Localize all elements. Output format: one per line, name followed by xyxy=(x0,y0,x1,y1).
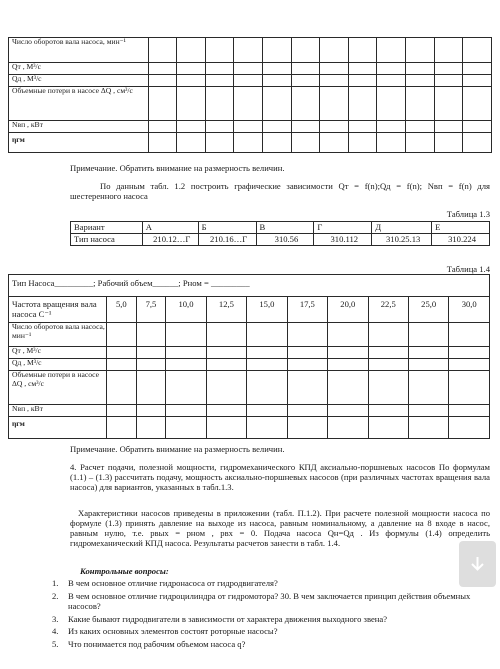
table-row xyxy=(9,121,492,133)
table-cell[interactable] xyxy=(247,405,287,417)
table-cell[interactable] xyxy=(291,121,320,133)
note-1: Примечание. Обратить внимание на размерность величин. xyxy=(70,163,285,173)
row-label: Qт , М³/с xyxy=(9,347,107,359)
table-cell[interactable] xyxy=(177,38,206,63)
table-cell[interactable] xyxy=(320,121,349,133)
table-cell[interactable] xyxy=(206,359,246,371)
question-text: Какие бывают гидродвигатели в зависимости от характера движения выходного звена? xyxy=(68,613,388,624)
table-cell[interactable] xyxy=(205,87,234,121)
table-row xyxy=(9,405,490,417)
table-cell[interactable] xyxy=(368,359,408,371)
frequency-cell: 15,0 xyxy=(247,297,287,323)
table-cell[interactable] xyxy=(320,75,349,87)
table-cell[interactable] xyxy=(408,359,448,371)
table-cell[interactable] xyxy=(291,133,320,153)
table-1-3-caption: Таблица 1.3 xyxy=(446,209,490,219)
table-cell[interactable] xyxy=(463,133,492,153)
table-cell[interactable] xyxy=(320,38,349,63)
table-cell[interactable] xyxy=(287,323,327,347)
table-cell[interactable] xyxy=(377,87,406,121)
question-text: Из каких основных элементов состоят роторные насосы? xyxy=(68,626,278,637)
header-cell: Г xyxy=(314,222,372,234)
table-cell[interactable] xyxy=(320,87,349,121)
table-cell[interactable] xyxy=(463,38,492,63)
table-cell[interactable] xyxy=(263,63,292,75)
table-cell[interactable] xyxy=(368,405,408,417)
table-cell[interactable] xyxy=(320,63,349,75)
frequency-cell: 22,5 xyxy=(368,297,408,323)
note-2: Примечание. Обратить внимание на размерность величин. xyxy=(70,444,285,454)
table-cell[interactable] xyxy=(328,417,368,439)
table-cell[interactable] xyxy=(205,121,234,133)
questions-title: Контрольные вопросы: xyxy=(80,566,169,576)
table-cell[interactable] xyxy=(348,121,377,133)
table-cell[interactable] xyxy=(287,405,327,417)
list-item xyxy=(52,578,492,588)
paragraph-characteristics: Характеристики насосов приведены в приложении (табл. П.1.2). При расчете полезной мощности насоса по формуле (1.3) принять давление на выходе из насоса, равным номинальному, а давление на 8 входе в насос, равным нулю, т.е. рвых = рном , рвх = 0. Подача насоса Qн=Qд . Из формулы (1.4) определить гидромеханический КПД насоса. Результаты расчетов занести в табл. 1.4. xyxy=(70,508,490,549)
question-number: 5. xyxy=(52,639,59,650)
scroll-down-button[interactable] xyxy=(459,541,496,587)
table-row xyxy=(9,371,490,405)
table-cell[interactable] xyxy=(107,347,137,359)
table-cell[interactable] xyxy=(408,417,448,439)
header-cell: Е xyxy=(432,222,490,234)
row-label: Число оборотов вала насоса, мин⁻¹ xyxy=(9,323,107,347)
frequency-cell: 17,5 xyxy=(287,297,327,323)
table-cell[interactable] xyxy=(247,417,287,439)
table-cell[interactable] xyxy=(107,371,137,405)
paragraph-section-4: 4. Расчет подачи, полезной мощности, гидромеханического КПД аксиально-поршневых насосов По формулам (1.1) – (1.3) рассчитать подачу, мощность аксиально-поршневых насосов (при различных частотах вращения вала насоса) для вариантов, указанных в табл.1.3. xyxy=(70,462,490,493)
table-cell[interactable] xyxy=(107,405,137,417)
table-cell[interactable] xyxy=(408,323,448,347)
table-cell[interactable] xyxy=(205,63,234,75)
table-cell[interactable] xyxy=(449,417,490,439)
table-cell[interactable] xyxy=(177,121,206,133)
table-cell[interactable] xyxy=(449,405,490,417)
table-cell[interactable] xyxy=(449,371,490,405)
frequency-cell: 30,0 xyxy=(449,297,490,323)
row-label: Частота вращения вала насоса С⁻¹ xyxy=(9,297,107,323)
questions-list xyxy=(52,578,492,652)
table-cell[interactable] xyxy=(166,347,206,359)
table-cell[interactable] xyxy=(449,359,490,371)
table-cell[interactable] xyxy=(234,75,263,87)
table-cell[interactable] xyxy=(368,323,408,347)
frequency-cell: 10,0 xyxy=(166,297,206,323)
table-cell[interactable] xyxy=(348,63,377,75)
header-cell: Д xyxy=(372,222,432,234)
table-cell[interactable] xyxy=(287,417,327,439)
table-cell[interactable] xyxy=(291,87,320,121)
table-cell[interactable] xyxy=(136,359,166,371)
table-cell[interactable] xyxy=(328,405,368,417)
table-cell[interactable] xyxy=(368,417,408,439)
table-cell[interactable] xyxy=(463,75,492,87)
table-cell[interactable] xyxy=(148,87,177,121)
table-cell[interactable] xyxy=(449,323,490,347)
table-cell[interactable] xyxy=(263,133,292,153)
table-cell[interactable] xyxy=(166,417,206,439)
row-label: ηгм xyxy=(9,417,107,439)
table-cell[interactable] xyxy=(406,38,435,63)
question-number: 2. xyxy=(52,590,59,601)
table-cell[interactable] xyxy=(148,63,177,75)
table-row xyxy=(9,323,490,347)
header-cell: В xyxy=(256,222,314,234)
table-cell[interactable] xyxy=(177,75,206,87)
table-cell[interactable] xyxy=(291,63,320,75)
header-cell: Вариант xyxy=(71,222,143,234)
question-number: 4. xyxy=(52,626,59,637)
table-cell[interactable] xyxy=(206,323,246,347)
table-cell: 310.112 xyxy=(314,234,372,246)
table-cell[interactable] xyxy=(263,87,292,121)
table-cell: 210.12…Г xyxy=(142,234,198,246)
row-label: Nвп , кВт xyxy=(9,121,149,133)
table-cell[interactable] xyxy=(148,75,177,87)
table-cell[interactable] xyxy=(434,121,463,133)
question-number: 3. xyxy=(52,613,59,624)
table-cell[interactable] xyxy=(247,347,287,359)
question-number: 1. xyxy=(52,578,59,588)
chevron-down-icon xyxy=(469,555,486,573)
table-cell[interactable] xyxy=(291,38,320,63)
table-cell[interactable] xyxy=(434,133,463,153)
table-title-row xyxy=(9,275,490,297)
table-cell[interactable] xyxy=(408,405,448,417)
table-row xyxy=(71,234,490,246)
pump-type-line: Тип Насоса_________; Рабочий объем______; Рном = _________ xyxy=(9,275,490,297)
table-cell[interactable] xyxy=(287,371,327,405)
table-cell[interactable] xyxy=(408,371,448,405)
table-cell[interactable] xyxy=(368,347,408,359)
table-cell[interactable] xyxy=(406,121,435,133)
table-cell[interactable] xyxy=(234,121,263,133)
table-cell[interactable] xyxy=(107,359,137,371)
table-cell[interactable] xyxy=(234,63,263,75)
frequency-cell: 20,0 xyxy=(328,297,368,323)
table-cell[interactable] xyxy=(377,63,406,75)
table-cell[interactable] xyxy=(463,121,492,133)
table-row xyxy=(9,347,490,359)
variants-table xyxy=(70,221,490,246)
frequency-cell: 12,5 xyxy=(206,297,246,323)
table-cell[interactable] xyxy=(434,75,463,87)
table-cell[interactable] xyxy=(247,323,287,347)
table-1-4-caption: Таблица 1.4 xyxy=(446,264,490,274)
table-cell[interactable] xyxy=(328,371,368,405)
table-cell[interactable] xyxy=(434,87,463,121)
table-cell[interactable] xyxy=(177,87,206,121)
table-row xyxy=(9,38,492,63)
header-cell: А xyxy=(142,222,198,234)
table-row xyxy=(9,87,492,121)
table-cell[interactable] xyxy=(377,133,406,153)
list-item xyxy=(52,639,492,649)
table-cell: 310.224 xyxy=(432,234,490,246)
table-cell[interactable] xyxy=(434,38,463,63)
table-cell[interactable] xyxy=(247,371,287,405)
question-text: В чем основное отличие гидроцилиндра от гидромотора? 30. В чем заключается принцип действия объемных насосов? xyxy=(68,590,471,611)
table-row xyxy=(9,63,492,75)
question-text: Что понимается под рабочим объемом насоса q? xyxy=(68,639,246,650)
table-row xyxy=(9,359,490,371)
table-cell: 310.25.13 xyxy=(372,234,432,246)
table-cell[interactable] xyxy=(406,133,435,153)
table-cell[interactable] xyxy=(234,87,263,121)
paragraph-plot-dependencies: По данным табл. 1.2 построить графические зависимости Qт = f(n);Qд = f(n); Nвп = f(n) для шестеренного насоса xyxy=(70,181,490,202)
table-cell[interactable] xyxy=(206,347,246,359)
table-cell[interactable] xyxy=(206,371,246,405)
table-cell[interactable] xyxy=(166,359,206,371)
table-cell[interactable] xyxy=(166,371,206,405)
table-cell[interactable] xyxy=(234,38,263,63)
table-cell[interactable] xyxy=(247,359,287,371)
row-label: Число оборотов вала насоса, мин⁻¹ xyxy=(9,38,149,63)
table-cell[interactable] xyxy=(177,63,206,75)
row-label: Объемные потери в насосе ΔQ , см³/с xyxy=(9,371,107,405)
list-item xyxy=(52,614,492,624)
table-cell[interactable] xyxy=(377,38,406,63)
table-cell[interactable] xyxy=(377,121,406,133)
table-cell[interactable] xyxy=(291,75,320,87)
table-cell[interactable] xyxy=(136,417,166,439)
table-cell[interactable] xyxy=(205,133,234,153)
table-header-row xyxy=(71,222,490,234)
table-cell[interactable] xyxy=(107,323,137,347)
table-cell[interactable] xyxy=(463,63,492,75)
table-cell[interactable] xyxy=(328,359,368,371)
row-label: Qд , М³/с xyxy=(9,359,107,371)
table-cell[interactable] xyxy=(408,347,448,359)
table-cell[interactable] xyxy=(136,371,166,405)
table-cell[interactable] xyxy=(287,359,327,371)
table-cell[interactable] xyxy=(328,347,368,359)
table-cell[interactable] xyxy=(136,323,166,347)
frequency-cell: 25,0 xyxy=(408,297,448,323)
table-cell[interactable] xyxy=(406,63,435,75)
list-item xyxy=(52,626,492,636)
table-cell[interactable] xyxy=(136,347,166,359)
table-cell[interactable] xyxy=(348,75,377,87)
table-cell[interactable] xyxy=(328,323,368,347)
table-cell[interactable] xyxy=(234,133,263,153)
table-cell[interactable] xyxy=(463,87,492,121)
table-cell[interactable] xyxy=(177,133,206,153)
list-item xyxy=(52,591,492,611)
table-row xyxy=(9,133,492,153)
table-row xyxy=(9,417,490,439)
table-cell[interactable] xyxy=(263,75,292,87)
table-cell[interactable] xyxy=(206,405,246,417)
table-cell[interactable] xyxy=(148,38,177,63)
table-cell[interactable] xyxy=(205,75,234,87)
table-cell[interactable] xyxy=(166,323,206,347)
results-table-top xyxy=(8,37,492,153)
row-label: Nвп , кВт xyxy=(9,405,107,417)
table-cell[interactable] xyxy=(406,87,435,121)
table-cell[interactable] xyxy=(287,347,327,359)
frequency-cell: 7,5 xyxy=(136,297,166,323)
table-cell[interactable] xyxy=(166,405,206,417)
frequency-cell: 5,0 xyxy=(107,297,137,323)
table-cell[interactable] xyxy=(206,417,246,439)
table-header-row xyxy=(9,297,490,323)
table-cell[interactable] xyxy=(320,133,349,153)
question-text: В чем основное отличие гидронасоса от гидродвигателя? xyxy=(68,578,278,588)
table-cell[interactable] xyxy=(348,133,377,153)
table-cell[interactable] xyxy=(205,38,234,63)
table-cell[interactable] xyxy=(136,405,166,417)
row-label: Qд , М³/с xyxy=(9,75,149,87)
table-cell[interactable] xyxy=(348,38,377,63)
row-label: ηгм xyxy=(9,133,149,153)
table-cell[interactable] xyxy=(263,38,292,63)
table-cell[interactable] xyxy=(107,417,137,439)
table-cell: 310.56 xyxy=(256,234,314,246)
table-cell[interactable] xyxy=(368,371,408,405)
table-cell[interactable] xyxy=(434,63,463,75)
table-cell[interactable] xyxy=(406,75,435,87)
table-cell[interactable] xyxy=(377,75,406,87)
table-cell: 210.16…Г xyxy=(198,234,256,246)
row-label: Объемные потери в насосе ΔQ , см³/с xyxy=(9,87,149,121)
table-cell[interactable] xyxy=(148,133,177,153)
header-cell: Б xyxy=(198,222,256,234)
table-cell: Тип насоса xyxy=(71,234,143,246)
table-cell[interactable] xyxy=(263,121,292,133)
row-label: Qт , М³/с xyxy=(9,63,149,75)
table-cell[interactable] xyxy=(148,121,177,133)
table-cell[interactable] xyxy=(348,87,377,121)
table-cell[interactable] xyxy=(449,347,490,359)
table-row xyxy=(9,75,492,87)
pump-results-table xyxy=(8,274,490,439)
